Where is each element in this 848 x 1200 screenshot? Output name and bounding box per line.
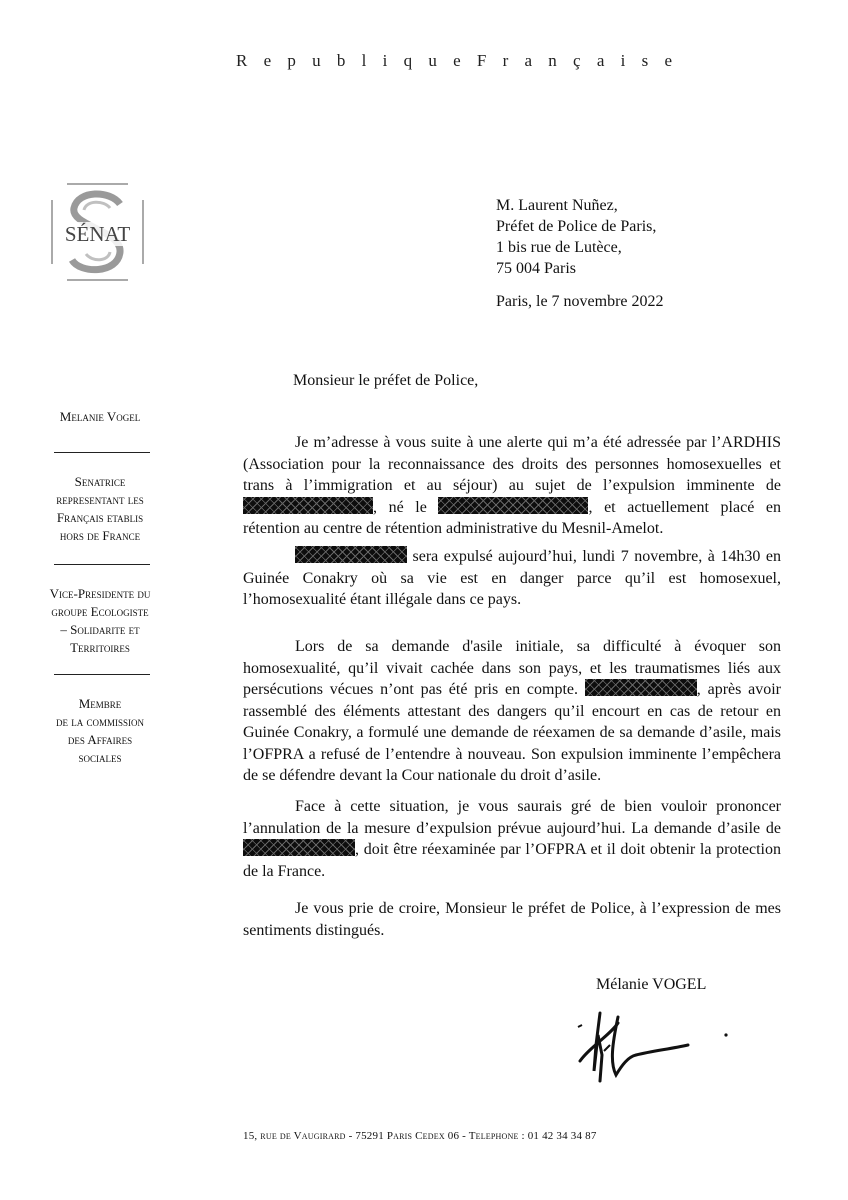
sidebar-member-line: des Affaires	[67, 732, 133, 747]
recipient-line: Préfet de Police de Paris,	[496, 218, 657, 235]
sidebar-divider	[54, 452, 150, 453]
redacted-block	[438, 497, 588, 514]
sidebar-vice	[25, 585, 175, 657]
redacted-block	[295, 546, 407, 563]
sidebar-role	[25, 473, 175, 545]
logo-text: SÉNAT	[64, 222, 131, 246]
sidebar-member-line: sociales	[78, 750, 122, 765]
header-title: R e p u b l i q u e F r a n ç a i s e	[236, 51, 679, 70]
sidebar-role-line: Senatrice	[74, 474, 126, 489]
sidebar-vice-line: – Solidarite et	[60, 622, 140, 637]
paragraph-text: Je m’adresse à vous suite à une alerte qui m’a été adressée par l’ARDHIS (Association pour la reconnaissance des droits des personnes homosexuelles et trans à l’immigration et au séjour) au sujet de l’expulsion imminente de	[243, 434, 781, 494]
paragraph-text: Face à cette situation, je vous saurais gré de bien vouloir prononcer l’annulation de la mesure d’expulsion prévue aujourd’hui. La demande d’asile de	[243, 798, 781, 837]
body-paragraph-1	[243, 432, 781, 540]
recipient-line: 75 004 Paris	[496, 260, 576, 277]
recipient-block	[496, 195, 656, 279]
redacted-block	[585, 679, 697, 696]
sidebar-role-line: hors de France	[59, 528, 141, 543]
recipient-line: M. Laurent Nuñez,	[496, 197, 618, 214]
sidebar-divider	[54, 564, 150, 565]
signature-graphic	[566, 1005, 746, 1085]
paragraph-text: , et actuellement placé en rétention au centre de rétention administrative du Mesnil-Amelot.	[243, 498, 782, 537]
sidebar-divider	[54, 674, 150, 675]
redacted-block	[243, 497, 373, 514]
body-paragraph-2	[243, 546, 781, 611]
recipient-line: 1 bis rue de Lutèce,	[496, 239, 622, 256]
sidebar-member	[25, 695, 175, 767]
paragraph-text: , né le	[373, 498, 427, 516]
sidebar-role-line: Français etablis	[56, 510, 144, 525]
paragraph-text: doit être réexaminée par l’OFPRA et il doit obtenir la protection de la France.	[243, 841, 782, 880]
sidebar-vice-line: Vice-Presidente du	[49, 586, 151, 601]
paragraph-text: Je vous prie de croire, Monsieur le préfet de Police, à l’expression de mes sentiments distingués.	[243, 900, 781, 939]
body-paragraph-3	[243, 636, 781, 787]
sidebar-member-line: de la commission	[55, 714, 144, 729]
senat-logo-graphic	[50, 182, 145, 282]
sidebar-role-line: representant les	[56, 492, 144, 507]
handwritten-signature	[566, 1005, 746, 1085]
senat-logo	[50, 182, 145, 282]
letter-date: Paris, le 7 novembre 2022	[496, 293, 664, 310]
body-paragraph-4: Face à cette situation, je vous saurais gré de bien vouloir prononcer l’annulation de la mesure d’expulsion prévue aujourd’hui. La demande d’asile de , doit être réexaminée par l’OFPRA et il doit obtenir la protection de la France.	[243, 798, 782, 880]
paragraph-text: Lors de sa demande d'asile initiale, sa difficulté à évoquer son homosexualité, qu’il vivait cachée dans son pays, et les traumatismes liés aux persécutions vécues n’ont pas été pris en compte.	[243, 638, 781, 698]
sidebar-vice-line: groupe Ecologiste	[51, 604, 149, 619]
footer-address: 15, rue de Vaugirard - 75291 Paris Cedex 06 - Telephone : 01 42 34 34 87	[243, 1130, 597, 1142]
salutation: Monsieur le préfet de Police,	[293, 372, 479, 389]
sidebar-vice-line: Territoires	[70, 640, 130, 655]
sidebar-name: Melanie Vogel	[59, 409, 141, 424]
paragraph-text: sera expulsé aujourd’hui, lundi 7 novembre, à 14h30 en Guinée Conakry où sa vie est en danger parce qu’il est homosexuel, l’homosexualité étant illégale dans ce pays.	[243, 548, 781, 608]
signer-name: Mélanie VOGEL	[596, 976, 707, 993]
paragraph-text: , après avoir rassemblé des éléments attestant des dangers qu’il encourt en cas de retour en Guinée Conakry, a formulé une demande de réexamen de sa demande d’asile, mais l’OFPRA a refusé de l’entendre à nouveau. Son expulsion imminente l’empêchera de se défendre devant la Cour nationale du droit d’asile.	[243, 681, 782, 784]
redacted-block	[243, 839, 355, 856]
sidebar-member-line: Membre	[78, 696, 122, 711]
body-paragraph-5	[243, 898, 781, 941]
